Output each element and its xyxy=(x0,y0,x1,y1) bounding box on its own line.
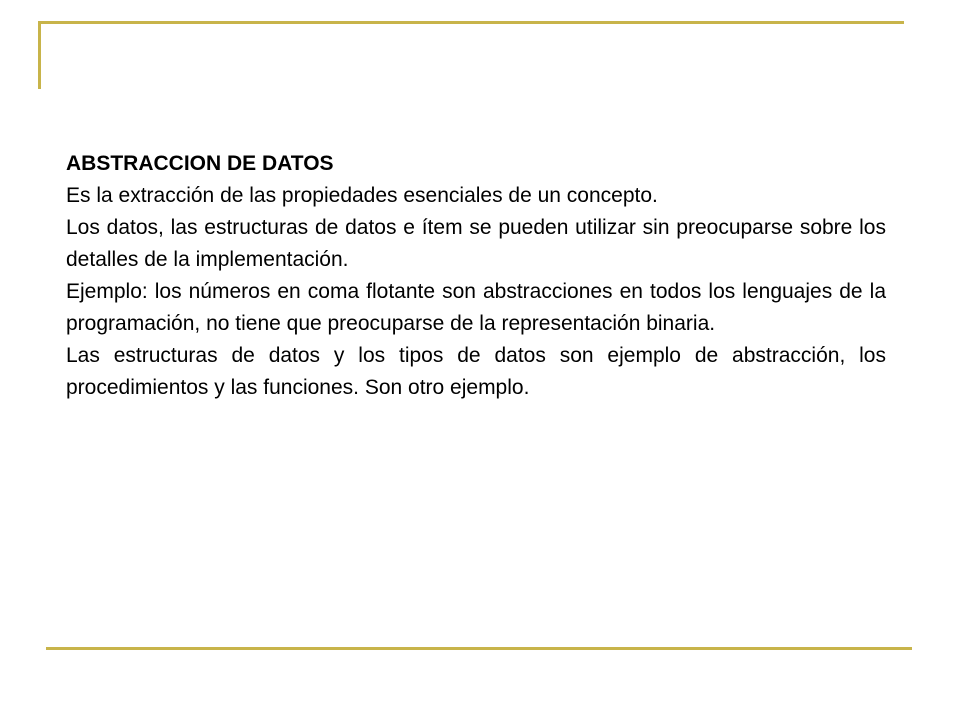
paragraph-structures: Las estructuras de datos y los tipos de datos son ejemplo de abstracción, los procedimientos y las funciones. Son otro ejemplo. xyxy=(66,344,886,399)
paragraph-definition: Es la extracción de las propiedades esenciales de un concepto. xyxy=(66,184,658,207)
slide-content xyxy=(66,148,886,404)
paragraph-example: Ejemplo: los números en coma flotante son abstracciones en todos los lenguajes de la programación, no tiene que preocuparse de la representación binaria. xyxy=(66,280,886,335)
bottom-decorative-rule xyxy=(46,647,912,650)
slide-title: ABSTRACCION DE DATOS xyxy=(66,152,334,175)
paragraph-usage: Los datos, las estructuras de datos e ítem se pueden utilizar sin preocuparse sobre los detalles de la implementación. xyxy=(66,216,886,271)
top-decorative-rule xyxy=(38,21,904,24)
left-decorative-rule xyxy=(38,21,41,89)
